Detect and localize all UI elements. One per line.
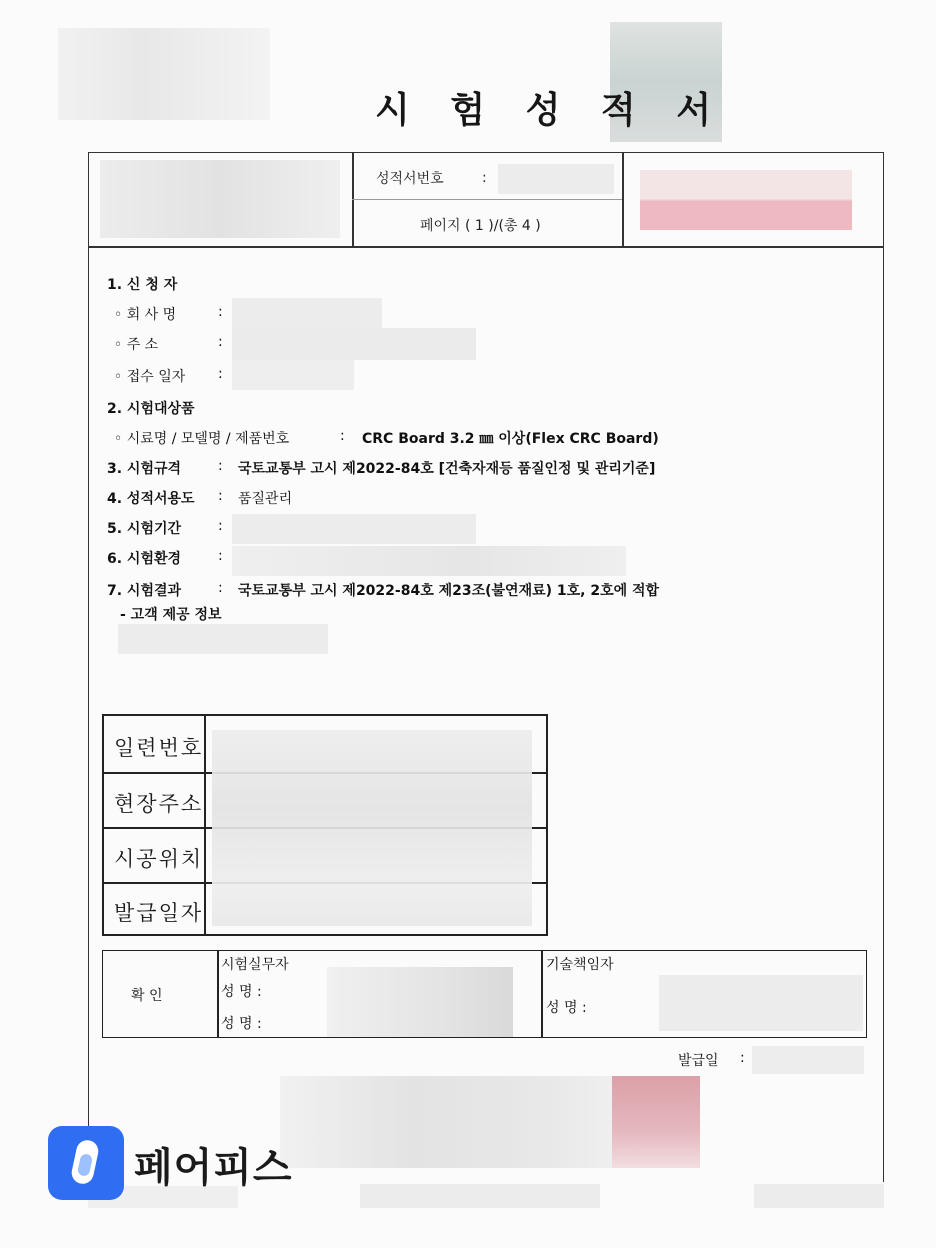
redacted-footer-right	[754, 1184, 884, 1208]
issue-date-label: 발급일자	[114, 901, 204, 925]
standard-value: 국토교통부 고시 제2022-84호 [건축자재등 품질인정 및 관리기준]	[238, 461, 656, 477]
redacted-tech-name	[659, 975, 863, 1031]
document-title: 시 험 성 적 서	[375, 90, 726, 131]
header-divider	[88, 246, 884, 248]
report-number-label: 성적서번호	[376, 171, 444, 187]
redacted-cert-mark	[640, 170, 852, 230]
redacted-report-number	[498, 164, 614, 194]
redacted-issuer	[280, 1076, 612, 1168]
redacted-customer-info	[118, 624, 328, 654]
header-mid-line	[352, 199, 622, 200]
applicant-heading: 1. 신 청 자	[107, 277, 178, 293]
tester-sign-label-1: 성 명 :	[221, 984, 262, 1000]
period-heading: 5. 시험기간	[107, 521, 182, 537]
customer-info-label: - 고객 제공 정보	[120, 607, 222, 623]
site-address-label: 현장주소	[114, 792, 204, 816]
redacted-site-info	[212, 730, 532, 926]
result-value: 국토교통부 고시 제2022-84호 제23조(불연재료) 1호, 2호에 적합	[238, 583, 660, 599]
serial-number-label: 일련번호	[114, 736, 204, 760]
address-colon: :	[218, 334, 223, 350]
pairpiece-logo-icon	[48, 1126, 124, 1200]
tester-title: 시험실무자	[221, 957, 289, 973]
issue-date-footer-label: 발급일	[678, 1053, 719, 1069]
redacted-stamp	[612, 1076, 700, 1168]
confirm-divider	[217, 951, 219, 1037]
received-label: ◦ 접수 일자	[114, 369, 186, 385]
env-colon: :	[218, 548, 223, 564]
confirm-label: 확 인	[131, 988, 163, 1004]
site-info-table	[102, 714, 548, 936]
sample-value: CRC Board 3.2 ㎜ 이상(Flex CRC Board)	[362, 431, 659, 447]
redacted-environment	[232, 546, 626, 576]
address-label: ◦ 주 소	[114, 337, 159, 353]
report-number-colon: :	[482, 170, 487, 186]
tech-manager-title: 기술책임자	[546, 957, 614, 973]
sample-colon: :	[340, 428, 345, 444]
confirmation-table	[102, 950, 867, 1038]
install-location-label: 시공위치	[114, 847, 204, 871]
tech-sign-label: 성 명 :	[546, 1000, 587, 1016]
redacted-tester-names	[327, 967, 513, 1037]
redacted-footer	[360, 1184, 600, 1208]
standard-colon: :	[218, 458, 223, 474]
sample-label: ◦ 시료명 / 모델명 / 제품번호	[114, 431, 290, 447]
env-heading: 6. 시험환경	[107, 551, 182, 567]
result-heading: 7. 시험결과	[107, 583, 182, 599]
header-col-2	[622, 152, 624, 247]
redacted-company	[232, 298, 382, 328]
tester-sign-label-2: 성 명 :	[221, 1016, 262, 1032]
company-colon: :	[218, 304, 223, 320]
period-colon: :	[218, 518, 223, 534]
page-indicator: 페이지 ( 1 )/(총 4 )	[420, 218, 541, 234]
result-colon: :	[218, 580, 223, 596]
redacted-address	[232, 328, 476, 360]
issue-date-footer-colon: :	[740, 1050, 745, 1066]
redacted-period	[232, 514, 476, 544]
received-colon: :	[218, 366, 223, 382]
purpose-value: 품질관리	[238, 491, 293, 507]
purpose-heading: 4. 성적서용도	[107, 491, 195, 507]
pairpiece-brand: 페어피스	[134, 1145, 293, 1191]
purpose-colon: :	[218, 488, 223, 504]
redacted-received-date	[232, 360, 354, 390]
company-label: ◦ 회 사 명	[114, 307, 177, 323]
standard-heading: 3. 시험규격	[107, 461, 182, 477]
target-heading: 2. 시험대상품	[107, 401, 195, 417]
redacted-org-name	[100, 160, 340, 238]
site-info-divider	[204, 716, 206, 934]
redacted-logo-top-left	[58, 28, 270, 120]
confirm-divider	[541, 951, 543, 1037]
redacted-issue-date	[752, 1046, 864, 1074]
